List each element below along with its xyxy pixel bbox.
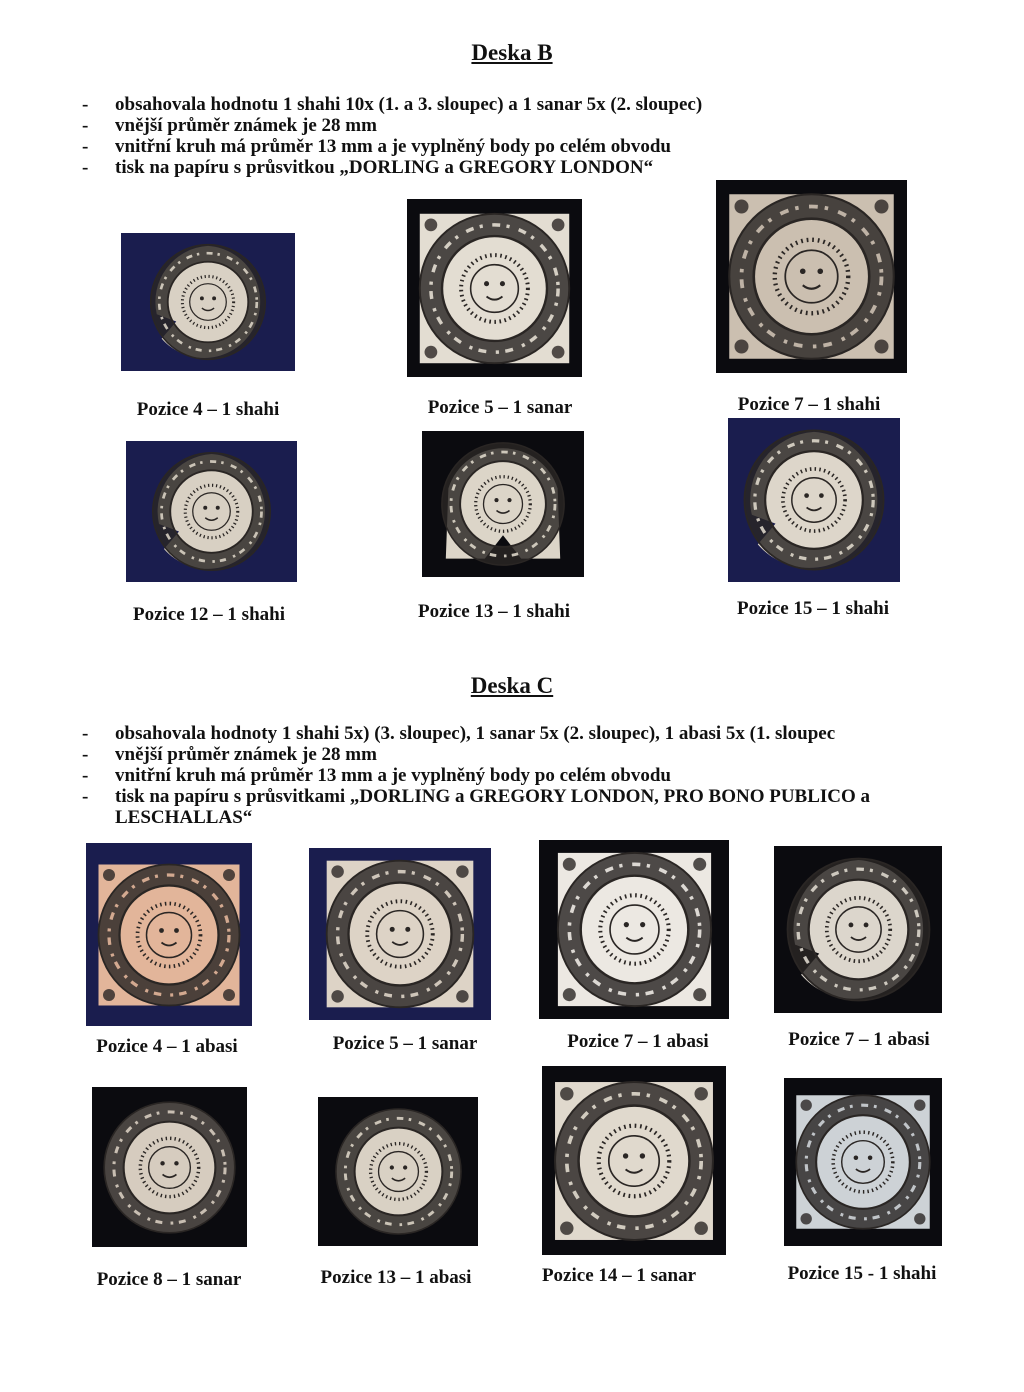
stamp-image bbox=[422, 431, 584, 577]
deska-b-bullet: - tisk na papíru s průsvitkou „DORLING a GREGORY LONDON“ bbox=[82, 157, 802, 178]
stamp-image bbox=[309, 848, 491, 1020]
deska-b-bullet: - obsahovala hodnotu 1 shahi 10x (1. a 3. sloupec) a 1 sanar 5x (2. sloupec) bbox=[82, 94, 802, 115]
stamp-caption: Pozice 4 – 1 shahi bbox=[136, 399, 280, 420]
deska-c-bullet: - vnější průměr známek je 28 mm bbox=[82, 744, 962, 765]
deska-c-bullet: - vnitřní kruh má průměr 13 mm a je vyplněný body po celém obvodu bbox=[82, 765, 962, 786]
stamp-caption: Pozice 15 - 1 shahi bbox=[787, 1263, 937, 1284]
stamp-image bbox=[121, 233, 295, 371]
stamp-caption: Pozice 7 – 1 abasi bbox=[567, 1031, 709, 1052]
stamp-caption: Pozice 15 – 1 shahi bbox=[737, 598, 889, 619]
stamp-caption: Pozice 5 – 1 sanar bbox=[332, 1033, 478, 1054]
stamp-image bbox=[92, 1087, 247, 1247]
stamp-image bbox=[784, 1078, 942, 1246]
stamp-caption: Pozice 13 – 1 shahi bbox=[418, 601, 570, 622]
stamp-image bbox=[774, 846, 942, 1013]
stamp-image bbox=[716, 180, 907, 373]
stamp-image bbox=[542, 1066, 726, 1255]
deska-c-bullet: - obsahovala hodnoty 1 shahi 5x) (3. sloupec), 1 sanar 5x (2. sloupec), 1 abasi 5x (1. sloupec bbox=[82, 723, 962, 744]
deska-b-bullet: - vnitřní kruh má průměr 13 mm a je vyplněný body po celém obvodu bbox=[82, 136, 802, 157]
stamp-image bbox=[318, 1097, 478, 1246]
deska-b-bullets bbox=[82, 94, 802, 178]
stamp-caption: Pozice 13 – 1 abasi bbox=[320, 1267, 472, 1288]
deska-c-bullet: - tisk na papíru s průsvitkami „DORLING a GREGORY LONDON, PRO BONO PUBLICO a LESCHALLAS“ bbox=[82, 786, 962, 828]
deska-b-title: Deska B bbox=[471, 40, 553, 65]
deska-b-bullet: - vnější průměr známek je 28 mm bbox=[82, 115, 802, 136]
stamp-image bbox=[126, 441, 297, 582]
stamp-caption: Pozice 8 – 1 sanar bbox=[96, 1269, 242, 1290]
stamp-image bbox=[539, 840, 729, 1019]
stamp-caption: Pozice 5 – 1 sanar bbox=[427, 397, 573, 418]
stamp-image bbox=[728, 418, 900, 582]
stamp-caption: Pozice 7 – 1 shahi bbox=[737, 394, 881, 415]
stamp-image bbox=[86, 843, 252, 1026]
stamp-caption: Pozice 12 – 1 shahi bbox=[133, 604, 285, 625]
stamp-caption: Pozice 4 – 1 abasi bbox=[96, 1036, 238, 1057]
stamp-caption: Pozice 14 – 1 sanar bbox=[541, 1265, 697, 1286]
stamp-caption: Pozice 7 – 1 abasi bbox=[788, 1029, 930, 1050]
deska-c-bullets bbox=[82, 723, 962, 828]
stamp-image bbox=[407, 199, 582, 377]
deska-c-title: Deska C bbox=[470, 673, 554, 698]
